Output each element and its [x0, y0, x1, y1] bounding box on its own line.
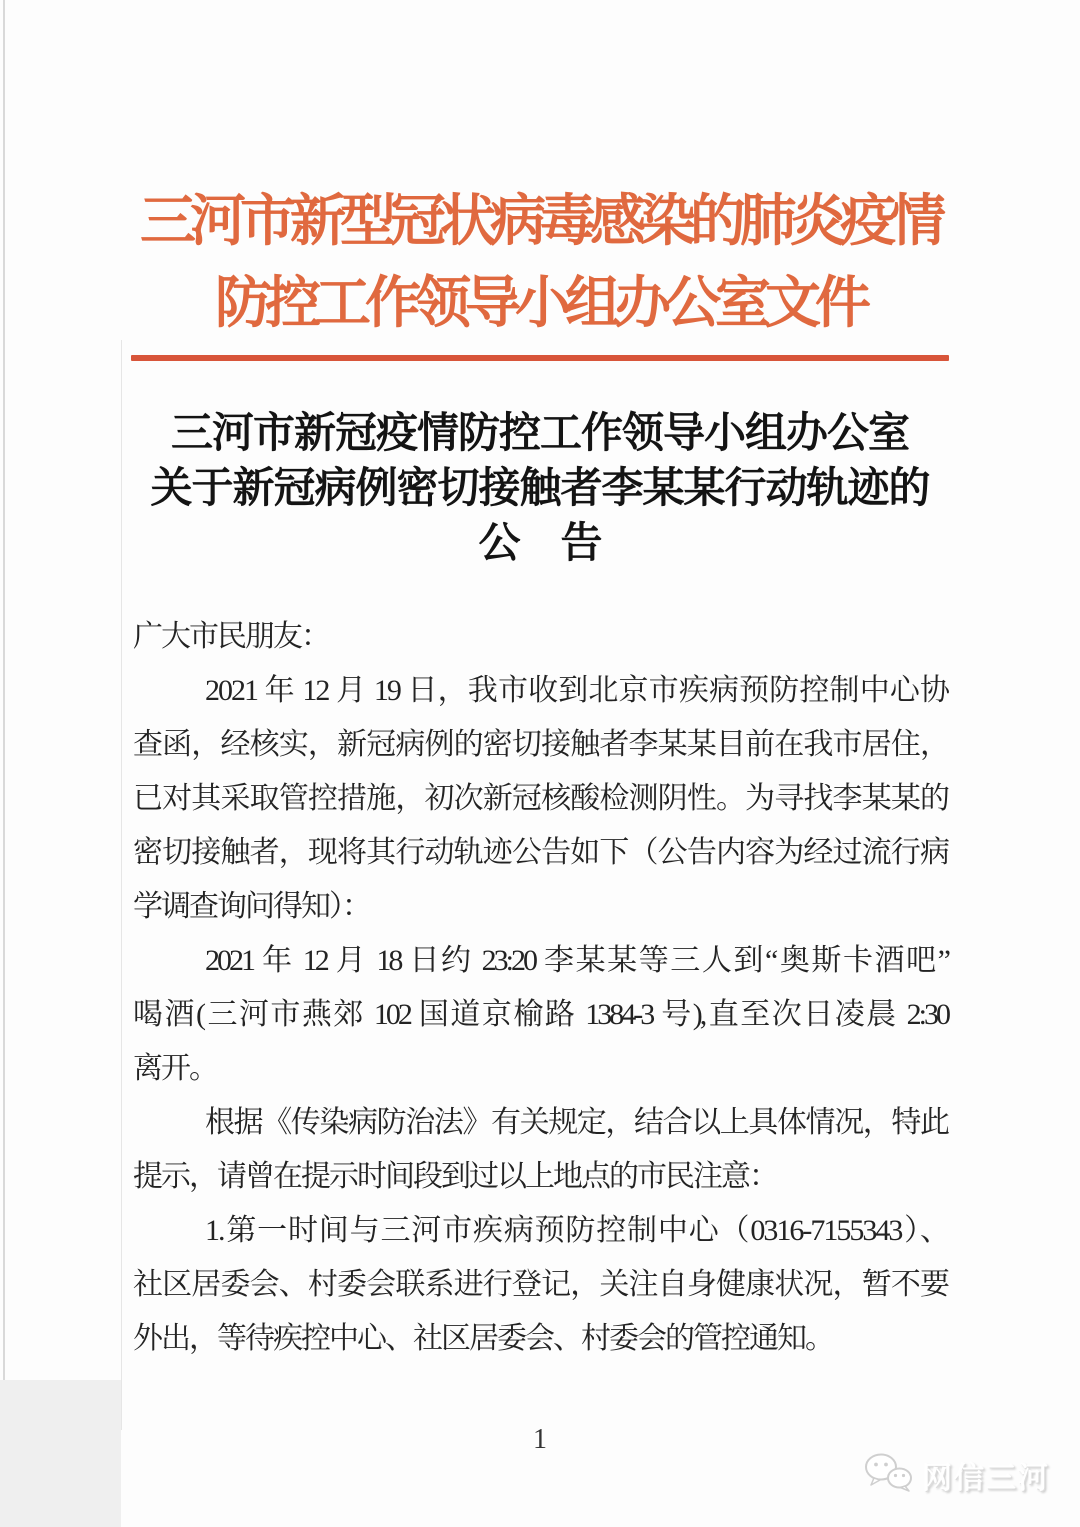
body-line: 2021 年 12 月 18 日约 23:20 李某某等三人到“奥斯卡酒吧” — [205, 944, 948, 977]
page-number: 1 — [533, 1424, 547, 1455]
body-line: 离开。 — [133, 1052, 217, 1085]
document-title-line-2: 关于新冠病例密切接触者李某某行动轨迹的 — [150, 466, 930, 512]
letterhead-line-1: 三河市新型冠状病毒感染的肺炎疫情 — [140, 189, 940, 252]
body-line: 广大市民朋友： — [133, 620, 329, 653]
body-line: 社区居委会、村委会联系进行登记，关注自身健康状况，暂不要 — [133, 1268, 948, 1301]
body-line: 学调查询问得知）： — [133, 890, 370, 923]
body-line: 1.第一时间与三河市疾病预防控制中心（0316-7155343）、 — [205, 1214, 948, 1247]
document-letterhead — [0, 180, 1080, 344]
document-title — [0, 407, 1080, 572]
body-line: 2021 年 12 月 19 日，我市收到北京市疾病预防控制中心协 — [205, 674, 948, 707]
letterhead-line-2: 防控工作领导小组办公室文件 — [215, 271, 865, 334]
document-title-line-3: 公 告 — [478, 521, 602, 567]
body-line: 查函，经核实，新冠病例的密切接触者李某某目前在我市居住， — [133, 728, 948, 761]
letterhead-divider — [131, 355, 949, 361]
body-line: 提示，请曾在提示时间段到过以上地点的市民注意： — [133, 1160, 777, 1193]
body-line: 外出，等待疾控中心、社区居委会、村委会的管控通知。 — [133, 1322, 833, 1355]
document-body — [133, 610, 948, 1366]
body-line: 根据《传染病防治法》有关规定，结合以上具体情况，特此 — [205, 1106, 948, 1139]
wechat-watermark — [864, 1452, 1050, 1497]
body-line: 喝酒(三河市燕郊 102 国道京榆路 1384-3 号),直至次日凌晨 2:30 — [133, 998, 948, 1031]
watermark-label: 网信三河 — [922, 1461, 1050, 1495]
document-title-line-1: 三河市新冠疫情防控工作领导小组办公室 — [170, 411, 909, 457]
body-line: 已对其采取管控措施，初次新冠核酸检测阴性。为寻找李某某的 — [133, 782, 948, 815]
body-line: 密切接触者，现将其行动轨迹公告如下（公告内容为经过流行病 — [133, 836, 948, 869]
wechat-icon — [864, 1452, 914, 1497]
